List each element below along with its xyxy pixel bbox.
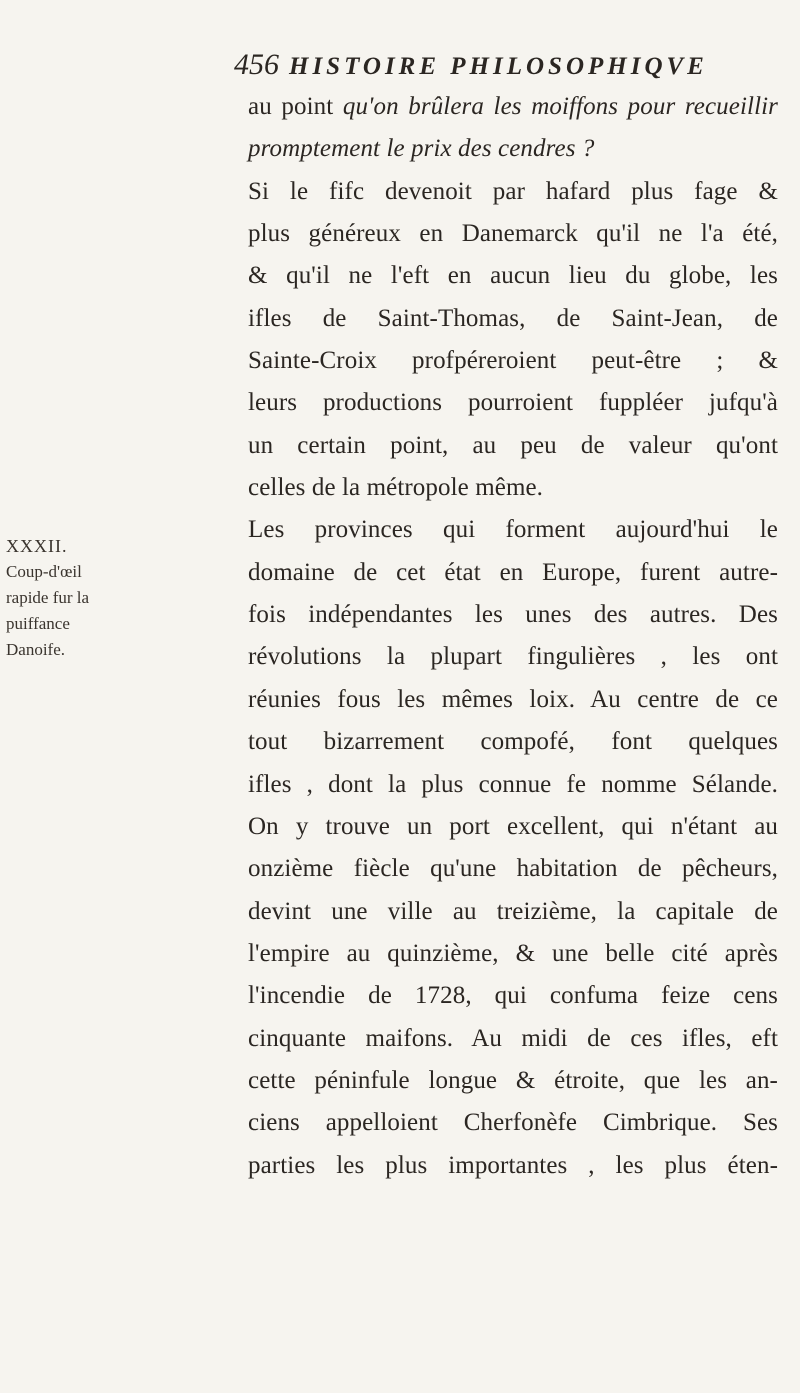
text-line [248,679,778,721]
text-segment: parties les plus importantes , les plus éten- [248,1151,778,1179]
text-line [248,848,778,890]
text-line [248,891,778,933]
text-segment: Si le fifc devenoit par hafard plus fage & [248,177,778,205]
text-line [248,340,778,382]
text-segment: un certain point, au peu de valeur qu'ont [248,431,778,459]
text-segment: domaine de cet état en Europe, furent autre- [248,558,778,586]
text-line [248,636,778,678]
text-line [248,552,778,594]
italic-text: promptement le prix des cendres ? [248,135,595,163]
text-line [248,382,778,424]
text-line [248,509,778,551]
text-segment: Les provinces qui forment aujourd'hui le [248,516,778,544]
margin-note-line: Coup-d'œil [6,562,82,581]
text-segment: l'empire au quinzième, & une belle cité après [248,939,778,967]
text-line [248,425,778,467]
text-segment: & qu'il ne l'eft en aucun lieu du globe, les [248,262,778,290]
text-segment: celles de la métropole même. [248,474,544,502]
text-segment: au point [248,93,343,120]
text-segment: plus généreux en Danemarck qu'il ne l'a été, [248,220,778,248]
text-line [248,975,778,1017]
text-line [248,721,778,763]
text-segment: On y trouve un port excellent, qui n'étant au [248,812,778,840]
margin-note-line: Danoife. [6,640,66,659]
text-segment: cette péninfule longue & étroite, que les an- [248,1066,778,1094]
text-segment: ciens appelloient Cherfonèfe Cimbrique. Ses [248,1109,778,1137]
text-line [248,764,778,806]
text-segment: ifles de Saint-Thomas, de Saint-Jean, de [248,304,778,332]
text-line [248,594,778,636]
text-line [248,1145,778,1187]
text-segment: Sainte-Croix profpéreroient peut-être ; & [248,347,778,375]
text-line [248,1018,778,1060]
text-segment: devint une ville au treizième, la capitale de [248,897,778,925]
text-line [248,298,778,340]
page-number: 456 [234,48,279,81]
text-segment: leurs productions pourroient fuppléer jufqu'à [248,389,778,417]
text-line [248,171,778,213]
text-line [248,128,778,170]
margin-note-line: rapide fur la [6,588,90,607]
text-line [248,1060,778,1102]
text-segment: tout bizarrement compofé, font quelques [248,728,778,756]
text-segment: cinquante maifons. Au midi de ces ifles, eft [248,1024,778,1052]
page-header [234,48,774,88]
text-segment: révolutions la plupart fingulières , les ont [248,643,778,671]
text-segment: ifles , dont la plus connue fe nomme Sélande. [248,770,778,798]
margin-note-line: XXXII. [6,536,68,556]
text-segment: réunies fous les mêmes loix. Au centre de ce [248,685,778,713]
text-line [248,213,778,255]
text-line [248,86,778,128]
italic-text: qu'on brûlera les moiffons pour recueillir [342,93,778,120]
text-segment: l'incendie de 1728, qui confuma feize cens [248,982,778,1010]
running-title: HISTOIRE PHILOSOPHIQVE [289,53,708,80]
body-text [248,86,778,1187]
text-segment: onzième fiècle qu'une habitation de pêcheurs, [248,855,778,883]
text-line [248,1102,778,1144]
text-segment: fois indépendantes les unes des autres. Des [248,601,778,629]
text-line [248,255,778,297]
margin-note [6,533,126,663]
text-line [248,933,778,975]
text-line [248,806,778,848]
text-line [248,467,778,509]
margin-note-line: puiffance [6,614,70,633]
